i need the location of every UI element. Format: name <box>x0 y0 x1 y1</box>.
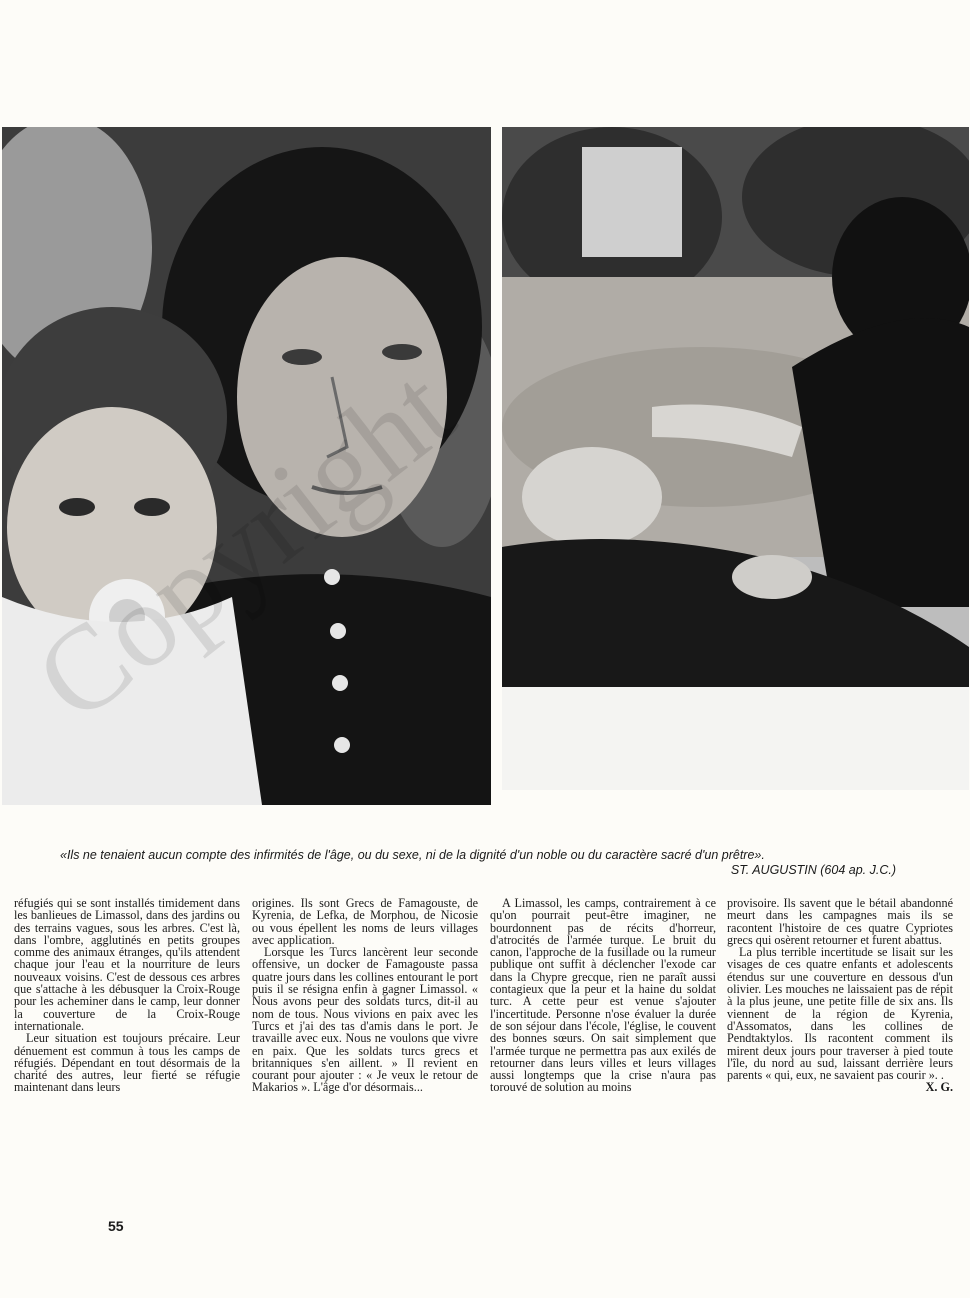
photo-elderly-man-and-woman-illustration <box>502 127 969 790</box>
article-column-4 <box>727 897 953 1094</box>
column-1-paragraph-2: Leur situation est toujours précaire. Leur dénuement est commun à tous les camps de réfugiés. Dépendant en tout désormais de la charité des autres, leur fierté se réfugie maintenant dans leurs <box>14 1031 240 1095</box>
article-column-3 <box>490 897 716 1094</box>
column-3-paragraph-1: A Limassol, les camps, contrairement à ce qu'on pourrait peut-être imaginer, ne bourdonnent pas de récits d'horreur, d'atrocités de l'armée turque. Le bruit du canon, l'approche de la fusillade ou la rumeur publique ont suffit à déclencher l'exode car dans la Chypre grecque, rien ne paraît aussi contagieux que la peur et la haine du soldat turc. A cette peur est venue s'ajouter l'incertitude. Personne n'ose évaluer la durée de son séjour dans l'école, l'église, le couvent des bonnes sœurs. On sait simplement que l'armée turque ne permettra pas aux exilés de retourner dans leurs villes et leurs villages aussi longtemps que la crise n'aura pas torouvé de solution au moins <box>490 896 716 1095</box>
author-signature: X. G. <box>925 1080 953 1095</box>
column-4-paragraph-2 <box>727 945 953 1095</box>
article-column-2 <box>252 897 478 1094</box>
column-4-paragraph-1: provisoire. Ils savent que le bétail abandonné meurt dans les campagnes mais ils se racontent l'histoire de ces quatre Cypriotes grecs qui osèrent retourner et furent abattus. <box>727 896 953 947</box>
column-4-paragraph-2-text: La plus terrible incertitude se lisait sur les visages de ces quatre enfants et adolescents étendus sur une couverture en dessous d'un olivier. Les mouches ne laissaient pas de répit à la plus jeune, une petite fille de six ans. Ils viennent de la région de Kyrenia, d'Assomatos, dans les collines de Pendtaktylos. Ils racontent comment ils mirent deux jours pour traverser à pied toute l'île, du nord au sud, laissant derrière leurs parents « qui, eux, ne savaient pas courir ». . <box>727 945 953 1083</box>
column-2-paragraph-2: Lorsque les Turcs lancèrent leur seconde offensive, un docker de Famagouste passa quatre jours dans les collines entourant le port puis il se résigna enfin à gagner Limassol. « Nous avons peur des soldats turcs, dit-il au nom de tous. Nous vivions en paix avec les Turcs et j'ai des tas d'amis dans le port. Je travaille avec eux. Nous ne voulons que vivre en paix. Que les soldats turcs grecs et britanniques s'en aillent. » Il revient en courant pour ajouter : « Je veux le retour de Makarios ». L'âge d'or désormais... <box>252 945 478 1095</box>
caption-quote: «Ils ne tenaient aucun compte des infirmités de l'âge, ou du sexe, ni de la dignité d'un noble ou du caractère sacré d'un prêtre». <box>60 848 765 862</box>
photo-elderly-man-and-woman <box>502 127 969 790</box>
column-2-paragraph-1: origines. Ils sont Grecs de Famagouste, de Kyrenia, de Lefka, de Morphou, de Nicosie ou vous épellent les noms de leurs villages avec application. <box>252 896 478 947</box>
photo-caption <box>60 848 900 878</box>
photo-mother-and-child <box>2 127 491 805</box>
photo-mother-and-child-illustration <box>2 127 491 805</box>
column-1-paragraph-1: réfugiés qui se sont installés timidement dans les banlieues de Limassol, dans des jardins ou des terrains vagues, sous les arbres. C'est là, dans l'ombre, agglutinés en petits groupes comme des animaux étranges, qu'ils attendent chaque jour l'eau et la nourriture de leurs nouveaux voisins. C'est de dessous ces arbres que s'attache à les débusquer la Croix-Rouge pour les acheminer dans le camp, leur donner la couverture de la Croix-Rouge internationale. <box>14 896 240 1033</box>
page-number: 55 <box>108 1218 124 1234</box>
article-column-1 <box>14 897 240 1094</box>
caption-attribution: ST. AUGUSTIN (604 ap. J.C.) <box>730 863 896 877</box>
